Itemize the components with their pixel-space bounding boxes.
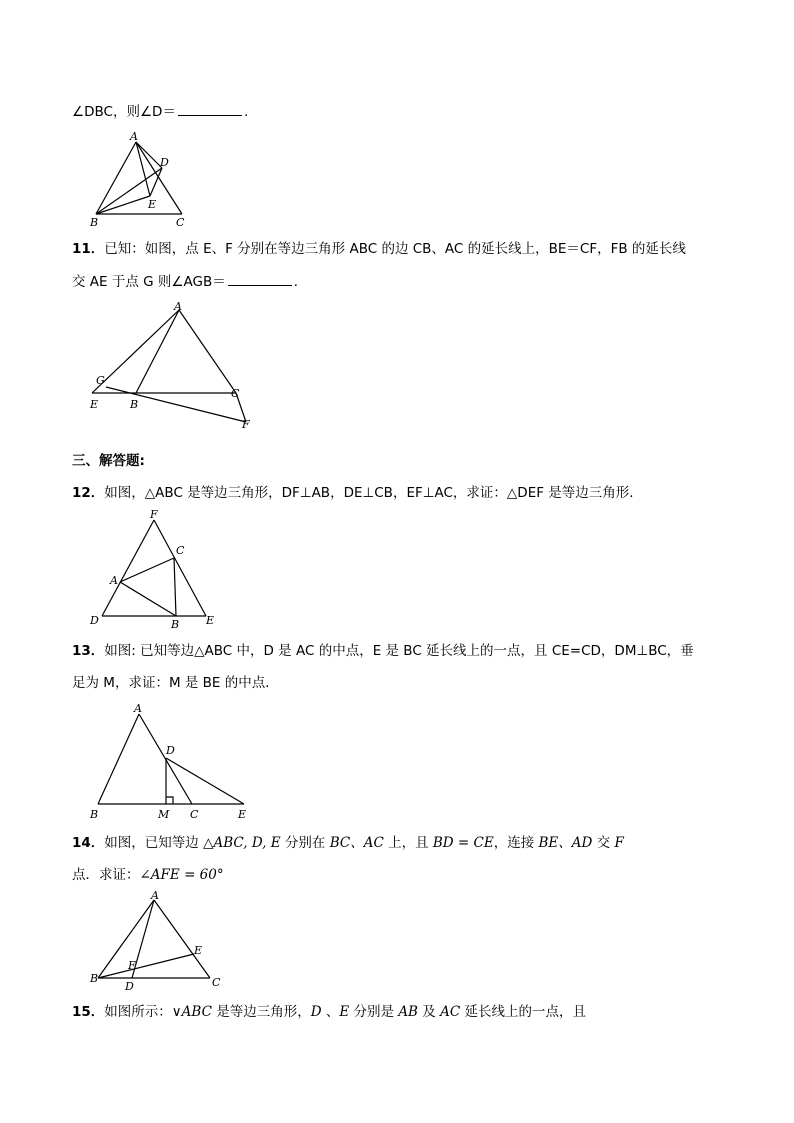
- fig11-label-b: B: [130, 398, 139, 411]
- q12-number: 12．: [72, 485, 105, 501]
- fig13-label-c: C: [190, 808, 199, 821]
- figure-q10: [90, 128, 190, 228]
- q13-text: 如图: 已知等边△ABC 中，D 是 AC 的中点，E 是 BC 延长线上的一点，且 CE=CD，DM⊥BC，垂: [104, 643, 694, 659]
- fig10-label-c: C: [176, 216, 185, 229]
- q13-number: 13．: [72, 643, 105, 659]
- fig12-label-f: F: [150, 508, 158, 521]
- q14-formula: ∠AFE = 60°: [139, 867, 224, 883]
- fig11-label-a: A: [174, 300, 182, 313]
- fig10-label-b: B: [90, 216, 99, 229]
- fig13-label-d: D: [166, 744, 175, 757]
- figure-q12: [88, 508, 218, 630]
- q15-line: 15．如图所示：∨ABC 是等边三角形，D 、E 分别是 AB 及 AC 延长线上的一点，且: [72, 1004, 586, 1020]
- fig11-label-e: E: [90, 398, 99, 411]
- fig10-label-a: A: [130, 130, 138, 143]
- fig11-label-c: C: [231, 387, 240, 400]
- q11-number: 11．: [72, 241, 105, 257]
- fig13-label-e: E: [238, 808, 247, 821]
- fig12-label-b: B: [171, 618, 180, 631]
- q12-line: [72, 484, 643, 502]
- figure-q11: [88, 300, 263, 435]
- fig14-label-b: B: [90, 972, 99, 985]
- q13-line2: 足为 M，求证：M 是 BE 的中点．: [72, 675, 279, 691]
- fig13-label-m: M: [158, 808, 170, 821]
- figure-q14: [88, 890, 228, 994]
- q14-line1: 14．如图，已知等边 △ABC, D, E 分别在 BC、AC 上，且 BD = CE，连接 BE、AD 交 F: [72, 835, 624, 851]
- fig14-label-d: D: [125, 980, 134, 993]
- answer-blank[interactable]: [228, 272, 292, 286]
- section-heading: 三、解答题:: [72, 453, 145, 469]
- fig14-label-c: C: [212, 976, 221, 989]
- q11-line2: 交 AE 于点 G 则∠AGB＝ ．: [72, 274, 308, 290]
- fig12-label-e: E: [206, 614, 215, 627]
- q15-number: 15．: [72, 1004, 105, 1020]
- fig12-label-c: C: [176, 544, 185, 557]
- q11-line1: [72, 240, 686, 258]
- q12-text: 如图，△ABC 是等边三角形，DF⊥AB，DE⊥CB，EF⊥AC，求证：△DEF 是等边三角形．: [104, 485, 643, 501]
- fig14-label-e: E: [194, 944, 203, 957]
- q14-line2: 点．求证：∠AFE = 60°: [72, 867, 224, 883]
- fig13-label-b: B: [90, 808, 99, 821]
- fig13-label-a: A: [134, 702, 142, 715]
- fig14-label-a: A: [151, 889, 159, 902]
- q13-line1: [72, 642, 694, 660]
- q10-text: ∠DBC，则∠D＝: [72, 104, 176, 120]
- fig14-label-f: F: [128, 959, 136, 972]
- q11-text: 已知：如图，点 E、F 分别在等边三角形 ABC 的边 CB、AC 的延长线上，BE＝CF，FB 的延长线: [104, 241, 686, 257]
- answer-blank[interactable]: [178, 102, 242, 116]
- q14-number: 14．: [72, 835, 105, 851]
- fig12-label-a: A: [110, 574, 118, 587]
- fig12-label-d: D: [90, 614, 99, 627]
- fig11-label-g: G: [96, 374, 105, 387]
- fig11-label-f: F: [242, 418, 250, 431]
- fig10-label-d: D: [160, 156, 169, 169]
- figure-q13: [88, 700, 258, 822]
- q10-line: ∠DBC，则∠D＝ .: [72, 104, 249, 120]
- fig10-label-e: E: [148, 198, 157, 211]
